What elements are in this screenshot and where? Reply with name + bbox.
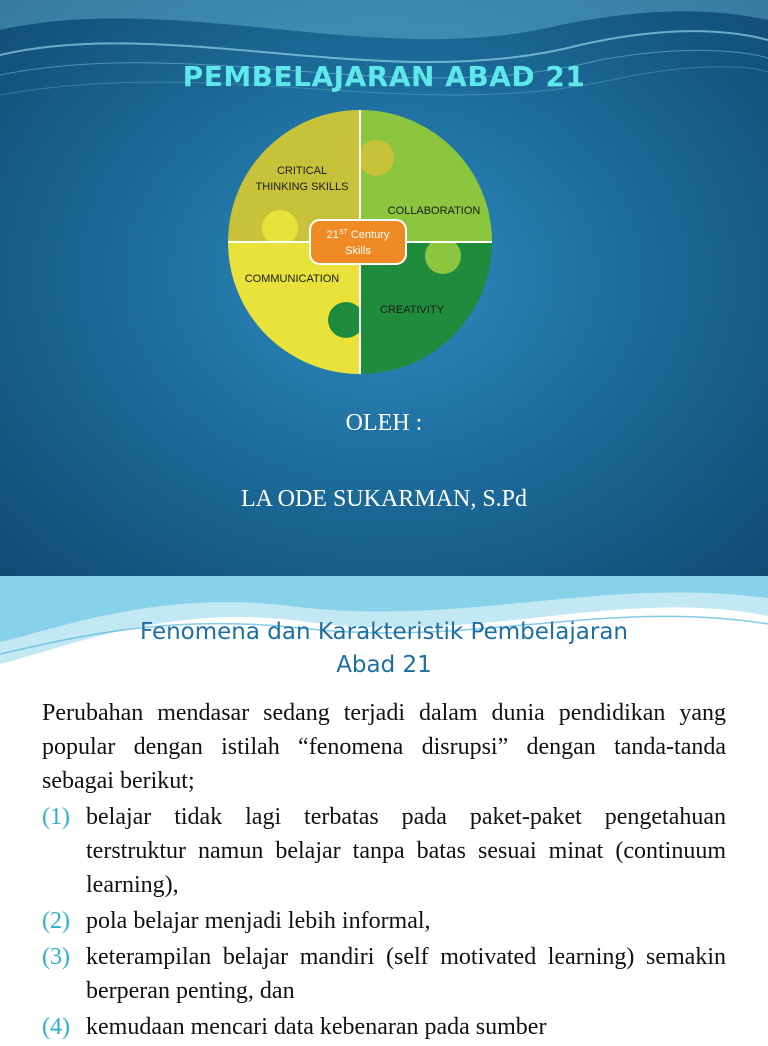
list-item — [42, 800, 726, 902]
list-item — [42, 940, 726, 1008]
critical-label-1: CRITICAL — [276, 165, 328, 177]
list-item — [42, 1010, 726, 1044]
item-text: kemudaan mencari data kebenaran pada sumber — [86, 1014, 547, 1040]
item-text: keterampilan belajar mandiri (self motivated learning) semakin berperan penting, dan — [86, 944, 726, 1004]
title-line-2: Abad 21 — [336, 652, 432, 678]
oleh-label: OLEH : — [345, 410, 423, 436]
slide-title-2 — [60, 616, 708, 682]
svg-text:21STCentury: 21ST Century — [326, 229, 390, 241]
communication-label: COMMUNICATION — [244, 273, 340, 285]
center-piece — [310, 220, 406, 264]
author-name: LA ODE SUKARMAN, S.Pd — [240, 486, 528, 512]
item-number: (3) — [42, 944, 70, 970]
item-number: (1) — [42, 804, 70, 830]
item-text: pola belajar menjadi lebih informal, — [86, 908, 431, 934]
content-slide — [0, 576, 768, 1040]
critical-label-2: THINKING SKILLS — [255, 181, 349, 193]
characteristics-list — [42, 800, 726, 1046]
center-label-2: Skills — [345, 245, 371, 257]
intro-paragraph: Perubahan mendasar sedang terjadi dalam dunia pendidikan yang popular dengan istilah “fenomena disrupsi” dengan tanda-tanda sebagai berikut; — [42, 700, 726, 794]
century-skills-puzzle — [228, 110, 492, 374]
item-number: (4) — [42, 1014, 70, 1040]
item-number: (2) — [42, 908, 70, 934]
slide-title: PEMBELAJARAN ABAD 21 — [182, 60, 586, 93]
collaboration-label: COLLABORATION — [387, 205, 481, 217]
list-item — [42, 904, 726, 938]
creativity-label: CREATIVITY — [380, 304, 444, 316]
title-line-1: Fenomena dan Karakteristik Pembelajaran — [139, 619, 629, 645]
item-text: belajar tidak lagi terbatas pada paket-paket pengetahuan terstruktur namun belajar tanpa batas sesuai minat (continuum learning), — [86, 804, 726, 898]
